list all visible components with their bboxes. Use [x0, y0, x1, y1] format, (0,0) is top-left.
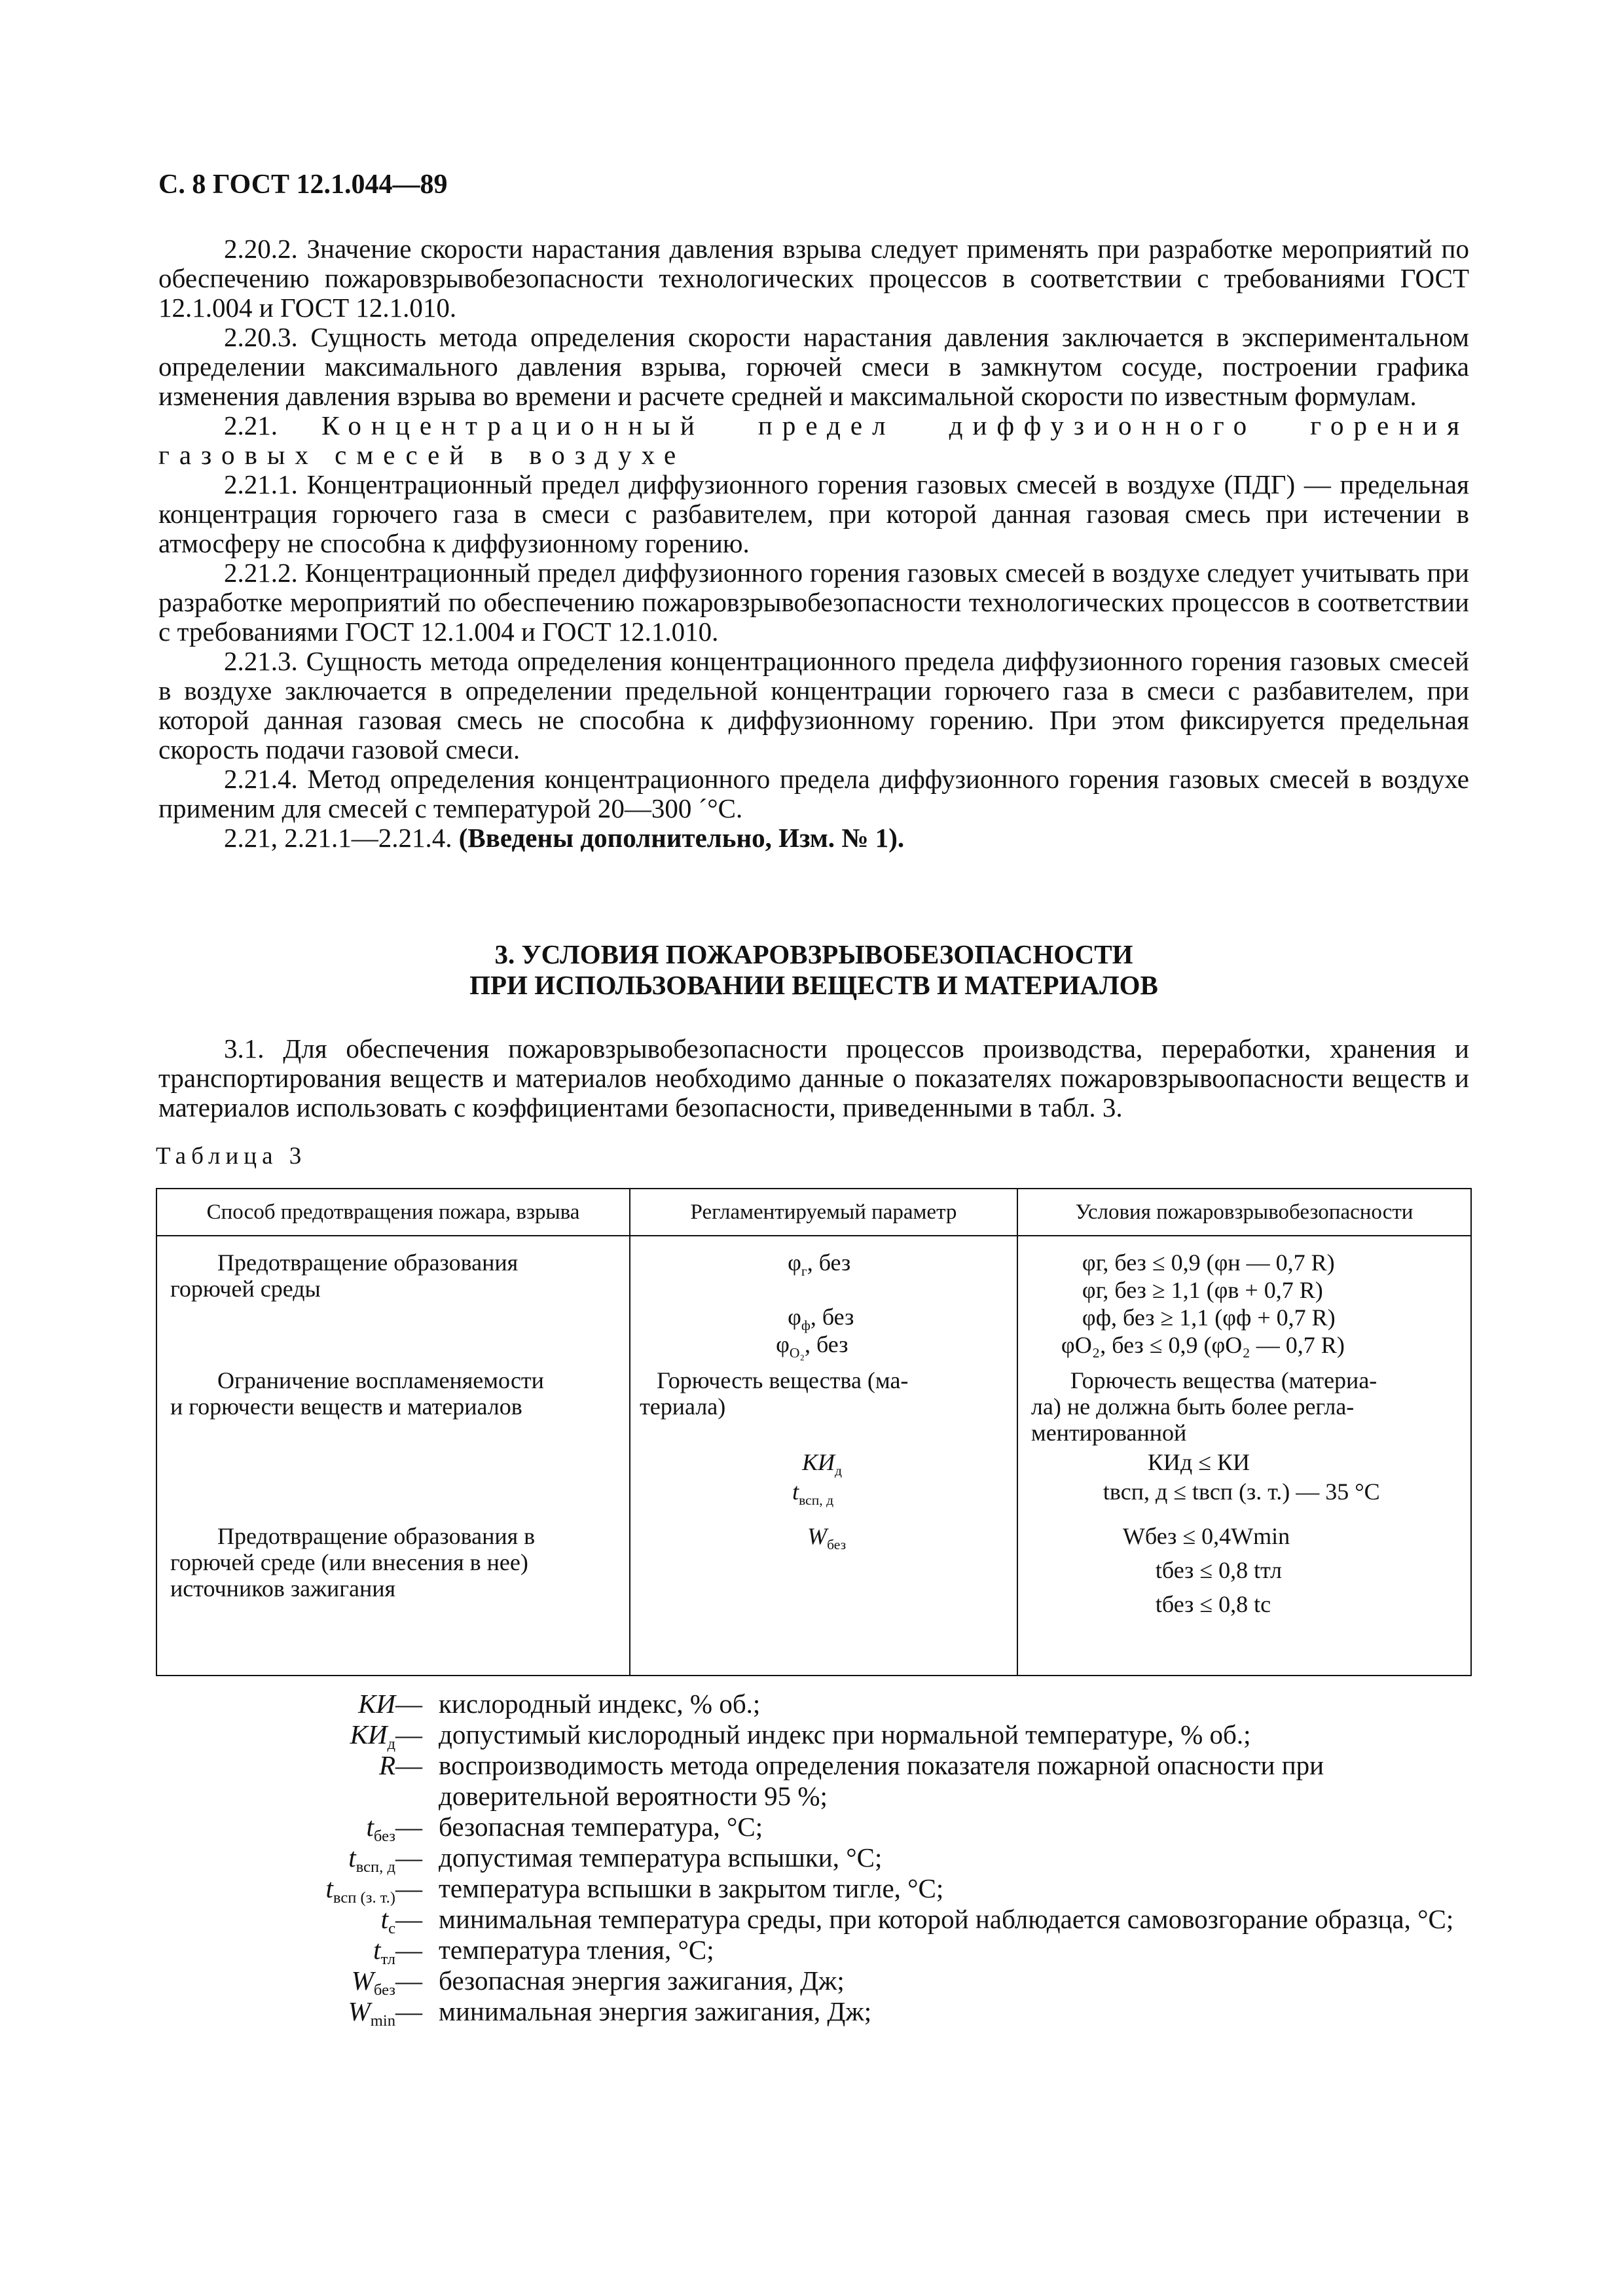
- definition-symbol: $t_{всп, д}$: [348, 1842, 395, 1876]
- param-phi-f: $\varphi_ф$, без: [788, 1304, 854, 1333]
- condition-formula: φO₂, без ≤ 0,9 (φO₂ — 0,7 R): [1061, 1332, 1345, 1358]
- paragraph: 3.1. Для обеспечения пожаровзрывобезопасности процессов производства, переработки, хранения и транспортирования веществ и материалов необходимо данные о показателях пожаровзрывоопасности веществ и материалов использовать с коэффициентами безопасности, приведенными в табл. 3.: [158, 1033, 1469, 1122]
- definition-text: минимальная температура среды, при которой наблюдается самовозгорание образца, °С;: [439, 1904, 1454, 1934]
- definition-symbol: $t_{тл}$: [373, 1935, 395, 1968]
- definition-item: КИ — кислородный индекс, % об.;: [158, 1689, 1469, 1719]
- condition-formula: φг, без ≥ 1,1 (φв + 0,7 R): [1082, 1277, 1323, 1303]
- amendment-prefix: 2.21, 2.21.1—2.21.4.: [224, 823, 452, 853]
- condition-formula: tбез ≤ 0,8 tс: [1155, 1591, 1271, 1617]
- cell-text: Предотвращение образования в: [217, 1523, 536, 1549]
- amendment-note: [158, 823, 1469, 853]
- condition-formula: Wбез ≤ 0,4Wmin: [1122, 1523, 1290, 1549]
- paragraph: 2.20.2. Значение скорости нарастания давления взрыва следует применять при разработке мероприятий по обеспечению пожаровзрывобезопасности технологических процессов в соответствии с требованиями ГОСТ 12.1.004 и ГОСТ 12.1.010.: [158, 234, 1469, 323]
- definition-item: $t_{всп, д}$ — допустимая температура вспышки, °С;: [158, 1842, 1469, 1873]
- section-intro: [158, 1034, 1469, 1122]
- definition-item: $КИ_д$ — допустимый кислородный индекс при нормальной температуре, % об.;: [158, 1719, 1469, 1750]
- definition-symbol: $t_{всп (з. т.)}$: [325, 1873, 395, 1907]
- definition-text: безопасная температура, °С;: [439, 1812, 763, 1842]
- param-phi-o2: $\varphi_{O_2}$, без: [776, 1331, 848, 1361]
- definition-item: $W_{min}$ — минимальная энергия зажигания, Дж;: [158, 1996, 1469, 2027]
- body-text: [158, 234, 1469, 853]
- definition-item: $W_{без}$ — безопасная энергия зажигания, Дж;: [158, 1965, 1469, 1996]
- section-title: [158, 939, 1469, 1001]
- safety-conditions-table: [156, 1188, 1472, 1676]
- definition-item: $t_{тл}$ — температура тления, °С;: [158, 1935, 1469, 1965]
- cell-text: горючей среде (или внесения в нее): [170, 1549, 528, 1575]
- definitions-list: [158, 1689, 1469, 2030]
- paragraph: 2.21.3. Сущность метода определения концентрационного предела диффузионного горения газовых смесей в воздухе заключается в определении предельной концентрации горючего газа в смеси с разбавителем, при которой данная газовая смесь не способна к диффузионному горению. При этом фиксируется предельная скорость подачи газовой смеси.: [158, 646, 1469, 764]
- subheading-number: 2.21.: [224, 410, 278, 440]
- cell-text: и горючести веществ и материалов: [170, 1393, 522, 1420]
- cell-text: Горючесть вещества (материа-: [1070, 1367, 1377, 1393]
- condition-formula: tбез ≤ 0,8 tтл: [1155, 1557, 1282, 1583]
- table-cell-method: [156, 1236, 630, 1676]
- definition-symbol: $W_{без}$: [351, 1965, 395, 1999]
- param-ki-d: $КИ_д$: [802, 1449, 842, 1479]
- definition-item: R — воспроизводимость метода определения показателя пожарной опасности при доверительной вероятности 95 %;: [158, 1750, 1469, 1812]
- table-cell-conditions: [1017, 1236, 1471, 1676]
- subheading-title: Концентрационный предел диффузионного горения газовых смесей в воздухе: [158, 410, 1469, 470]
- subheading: [158, 411, 1469, 470]
- definition-text: кислородный индекс, % об.;: [439, 1689, 761, 1719]
- table-header-cell: Способ предотвращения пожара, взрыва: [156, 1189, 630, 1236]
- amendment-text: (Введены дополнительно, Изм. № 1).: [458, 823, 905, 853]
- definition-text: минимальная энергия зажигания, Дж;: [439, 1996, 872, 2026]
- cell-text: Горючесть вещества (ма-: [657, 1367, 909, 1393]
- definition-symbol: R: [378, 1750, 395, 1780]
- definition-text: безопасная энергия зажигания, Дж;: [439, 1965, 845, 1996]
- param-phi-g: $\varphi_г$, без: [788, 1249, 851, 1279]
- definition-text: температура вспышки в закрытом тигле, °С;: [439, 1873, 944, 1903]
- definition-item: $t_с$ — минимальная температура среды, при которой наблюдается самовозгорание образца, °С;: [158, 1904, 1469, 1935]
- cell-text: ла) не должна быть более регла-: [1030, 1393, 1355, 1420]
- condition-formula: φф, без ≥ 1,1 (φф + 0,7 R): [1082, 1304, 1336, 1331]
- condition-formula: КИд ≤ КИ: [1147, 1449, 1250, 1475]
- paragraph: 2.20.3. Сущность метода определения скорости нарастания давления заключается в экспериментальном определении максимального давления взрыва, горючей смеси в замкнутом сосуде, построении графика изменения давления взрыва во времени и расчете средней и максимальной скорости по известным формулам.: [158, 322, 1469, 411]
- condition-formula: tвсп, д ≤ tвсп (з. т.) — 35 °С: [1103, 1479, 1380, 1505]
- paragraph: 2.21.1. Концентрационный предел диффузионного горения газовых смесей в воздухе (ПДГ) — предельная концентрация горючего газа в смеси с разбавителем, при которой данная газовая смесь при истечении в атмосферу не способна к диффузионному горению.: [158, 469, 1469, 558]
- table-header-cell: Условия пожаровзрывобезопасности: [1017, 1189, 1471, 1236]
- definition-text: воспроизводимость метода определения показателя пожарной опасности при доверительной вероятности 95 %;: [439, 1750, 1324, 1811]
- table-cell-parameter: [630, 1236, 1017, 1676]
- paragraph: 2.21.2. Концентрационный предел диффузионного горения газовых смесей в воздухе следует учитывать при разработке мероприятий по обеспечению пожаровзрывобезопасности технологических процессов в соответствии с требованиями ГОСТ 12.1.004 и ГОСТ 12.1.010.: [158, 558, 1469, 647]
- cell-text: ментированной: [1030, 1420, 1187, 1446]
- table-row: [156, 1236, 1471, 1676]
- cell-text: горючей среды: [170, 1276, 321, 1302]
- definition-item: $t_{всп (з. т.)}$ — температура вспышки в закрытом тигле, °С;: [158, 1873, 1469, 1904]
- param-t-vsp-d: $t_{всп, д}$: [792, 1479, 834, 1508]
- definition-symbol: $t_{без}$: [366, 1812, 395, 1845]
- definition-symbol: $W_{min}$: [348, 1996, 395, 2030]
- definition-text: допустимый кислородный индекс при нормальной температуре, % об.;: [439, 1719, 1251, 1749]
- param-w-bez: $W_{без}$: [807, 1523, 847, 1552]
- paragraph: 2.21.4. Метод определения концентрационного предела диффузионного горения газовых смесей в воздухе применим для смесей с температурой 20—300 ˊ°С.: [158, 764, 1469, 823]
- table-caption: Таблица 3: [156, 1143, 307, 1170]
- table-header-cell: Регламентируемый параметр: [630, 1189, 1017, 1236]
- page-header: С. 8 ГОСТ 12.1.044—89: [158, 170, 448, 200]
- cell-text: териала): [640, 1393, 726, 1420]
- cell-text: Предотвращение образования: [217, 1249, 519, 1276]
- condition-formula: φг, без ≤ 0,9 (φн — 0,7 R): [1082, 1249, 1335, 1276]
- definition-item: $t_{без}$ — безопасная температура, °С;: [158, 1812, 1469, 1842]
- definition-symbol: $КИ_д$: [350, 1719, 395, 1753]
- definition-text: допустимая температура вспышки, °С;: [439, 1842, 883, 1873]
- cell-text: источников зажигания: [170, 1575, 396, 1602]
- section-title-line: ПРИ ИСПОЛЬЗОВАНИИ ВЕЩЕСТВ И МАТЕРИАЛОВ: [469, 970, 1158, 1000]
- definition-symbol: КИ: [358, 1689, 395, 1719]
- section-title-line: 3. УСЛОВИЯ ПОЖАРОВЗРЫВОБЕЗОПАСНОСТИ: [494, 939, 1133, 969]
- definition-text: температура тления, °С;: [439, 1935, 714, 1965]
- cell-text: Ограничение воспламеняемости: [217, 1367, 544, 1393]
- table-header-row: [156, 1189, 1471, 1236]
- definition-symbol: $t_с$: [380, 1904, 395, 1937]
